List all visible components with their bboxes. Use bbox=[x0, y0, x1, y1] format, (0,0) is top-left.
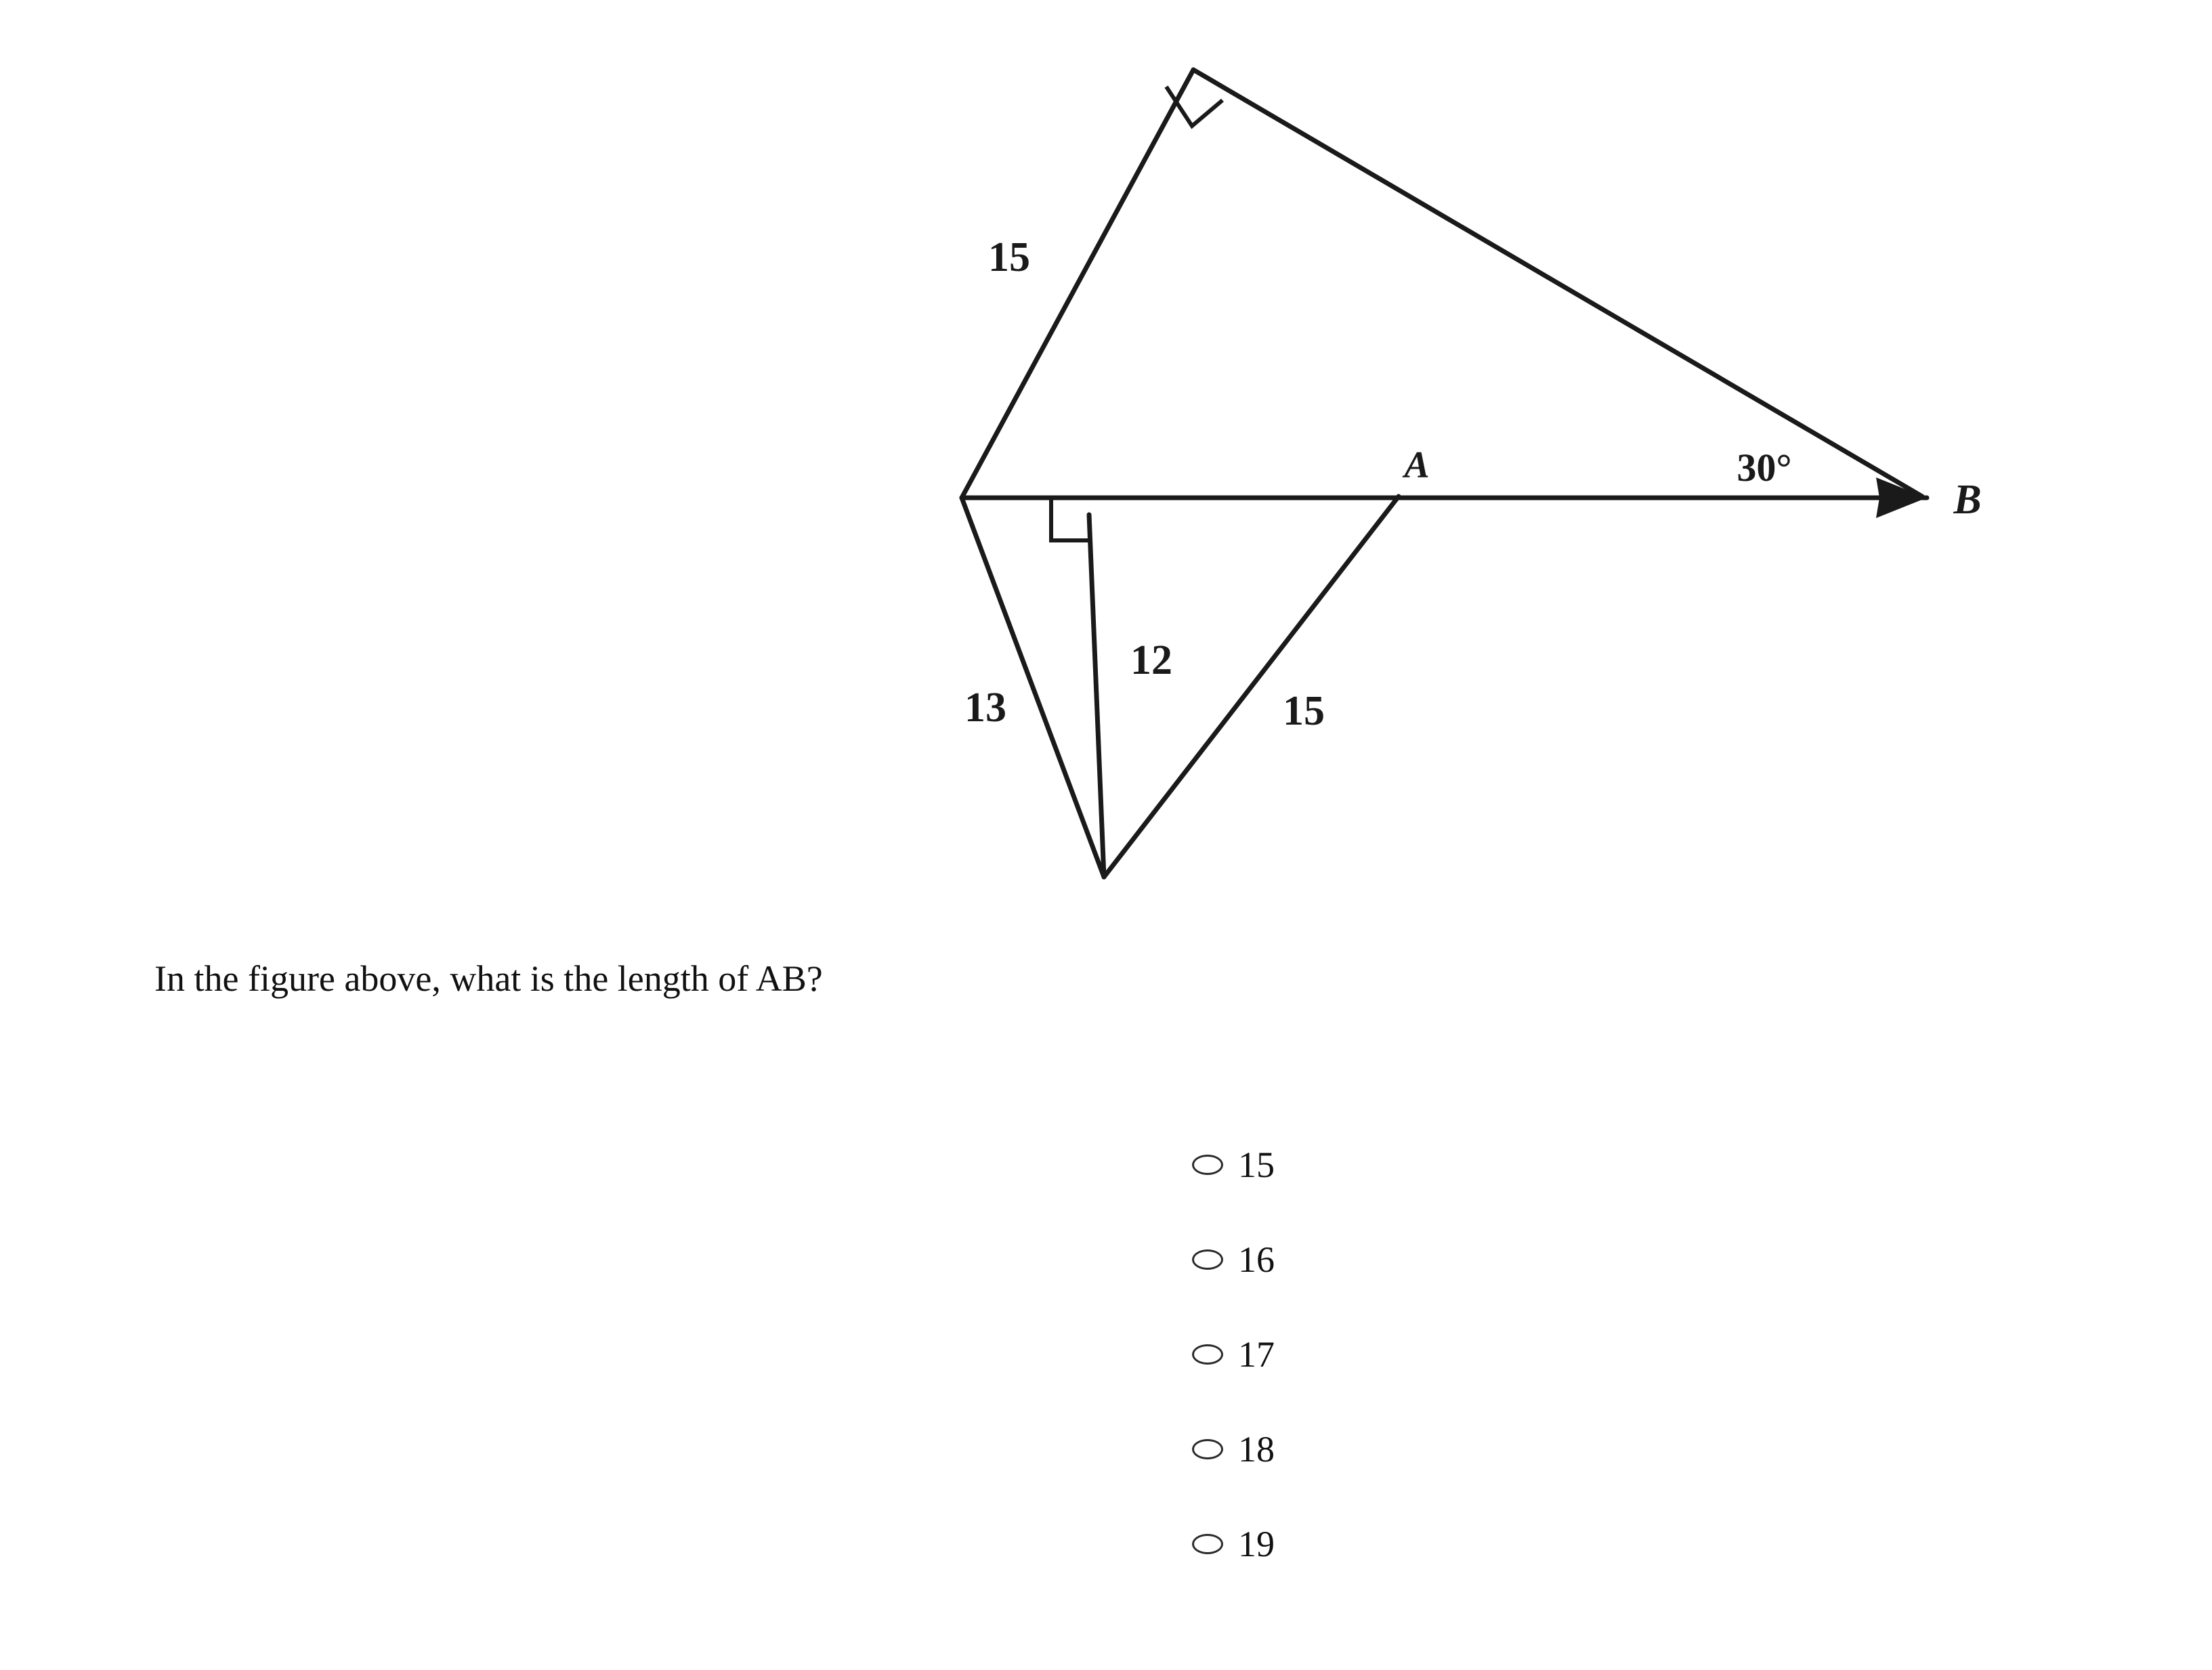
choice-option-2[interactable] bbox=[1192, 1212, 1802, 1307]
radio-button-icon[interactable] bbox=[1192, 1155, 1223, 1175]
radio-button-icon[interactable] bbox=[1192, 1534, 1223, 1554]
choice-option-5[interactable] bbox=[1192, 1497, 1802, 1591]
question-prompt: In the figure above, what is the length of AB? bbox=[154, 958, 823, 999]
label-point-b: B bbox=[1953, 477, 1982, 523]
label-angle-b: 30° bbox=[1737, 446, 1792, 490]
label-15-upper: 15 bbox=[988, 234, 1030, 280]
choice-option-4[interactable] bbox=[1192, 1402, 1802, 1497]
label-15-lower: 15 bbox=[1283, 688, 1325, 734]
segment-apex-to-b bbox=[1193, 70, 1922, 496]
choice-label: 18 bbox=[1238, 1429, 1275, 1470]
label-12: 12 bbox=[1130, 637, 1172, 683]
label-13: 13 bbox=[964, 685, 1006, 731]
segment-15-lower bbox=[1104, 496, 1399, 877]
choice-label: 17 bbox=[1238, 1334, 1275, 1375]
right-angle-middle-icon bbox=[1051, 500, 1092, 540]
choice-label: 15 bbox=[1238, 1144, 1275, 1185]
choice-option-3[interactable] bbox=[1192, 1307, 1802, 1402]
answer-choices bbox=[1192, 1117, 1802, 1591]
choice-label: 16 bbox=[1238, 1239, 1275, 1280]
radio-button-icon[interactable] bbox=[1192, 1344, 1223, 1365]
segment-12-altitude bbox=[1089, 515, 1104, 877]
segment-15-upper bbox=[962, 70, 1193, 498]
choice-label: 19 bbox=[1238, 1524, 1275, 1564]
radio-button-icon[interactable] bbox=[1192, 1439, 1223, 1459]
choice-option-1[interactable] bbox=[1192, 1117, 1802, 1212]
radio-button-icon[interactable] bbox=[1192, 1249, 1223, 1270]
label-point-a: A bbox=[1404, 444, 1430, 486]
